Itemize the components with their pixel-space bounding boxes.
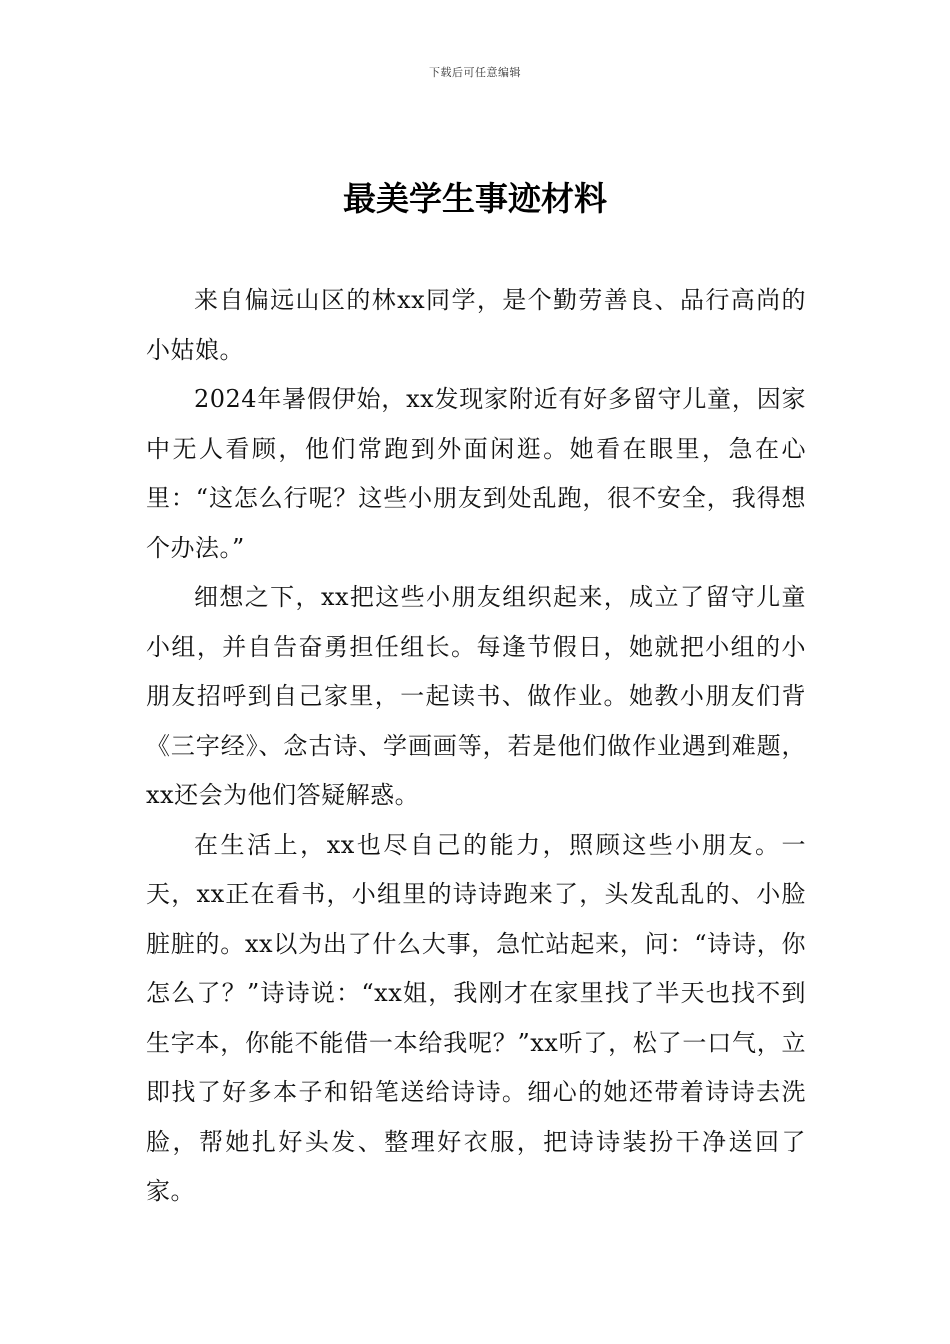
paragraph-4: 在生活上，xx也尽自己的能力，照顾这些小朋友。一天，xx正在看书，小组里的诗诗跑来了，头发乱乱的、小脸脏脏的。xx以为出了什么大事，急忙站起来，问：“诗诗，你怎么了？”诗诗说：“xx姐，我刚才在家里找了半天也找不到生字本，你能不能借一本给我呢？”xx听了，松了一口气，立即找了好多本子和铅笔送给诗诗。细心的她还带着诗诗去洗脸，帮她扎好头发、整理好衣服，把诗诗装扮干净送回了家。 [146, 830, 806, 1205]
paragraph-1: 来自偏远山区的林xx同学，是个勤劳善良、品行高尚的小姑娘。 [146, 286, 806, 364]
paragraph-3: 细想之下，xx把这些小朋友组织起来，成立了留守儿童小组，并自告奋勇担任组长。每逢节假日，她就把小组的小朋友招呼到自己家里，一起读书、做作业。她教小朋友们背 《三字经》、念古诗、学画画等，若是他们做作业遇到难题，xx还会为他们答疑解惑。 [146, 583, 806, 809]
paragraph-2: 2024年暑假伊始，xx发现家附近有好多留守儿童，因家中无人看顾，他们常跑到外面闲逛。她看在眼里，急在心里：“这怎么行呢？这些小朋友到处乱跑，很不安全，我得想个办法。” [146, 385, 806, 562]
document-body [146, 276, 806, 1217]
page-title: 最美学生事迹材料 [343, 179, 607, 218]
header-note: 下载后可任意编辑 [429, 66, 521, 79]
